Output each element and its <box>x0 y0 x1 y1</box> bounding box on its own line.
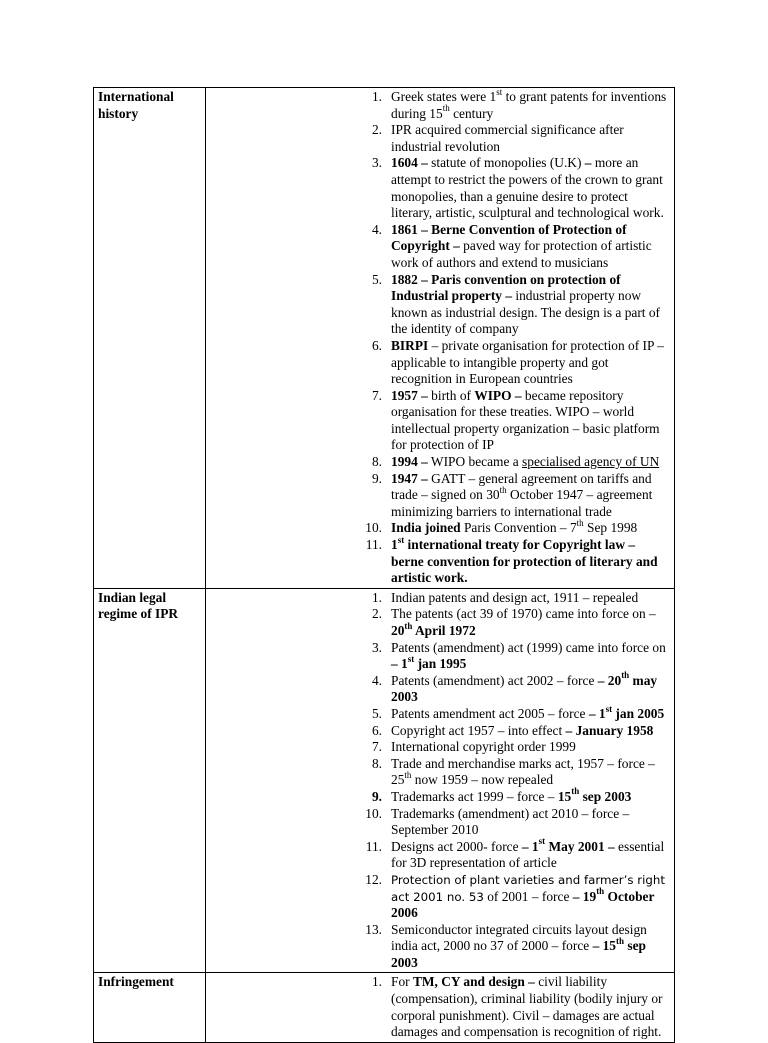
numbered-list <box>206 86 670 587</box>
list-item <box>206 670 670 706</box>
table-row <box>94 588 675 973</box>
list-item-number: 5. <box>371 271 382 287</box>
list-item <box>206 723 670 740</box>
list-item-text: Protection of plant varieties and farmer’s right act 2001 no. 53 of 2001 – force – 19th October 2006 <box>391 872 665 921</box>
table-body <box>94 88 675 1043</box>
list-item-text: 1st international treaty for Copyright law – berne convention for protection of literary and artistic work. <box>391 534 658 586</box>
list-item-number: 4. <box>371 221 382 237</box>
list-item-number: 1. <box>371 974 382 990</box>
list-item-number: 12. <box>365 871 382 887</box>
list-item-number: 6. <box>371 337 382 353</box>
list-item <box>206 806 670 839</box>
list-item-text: 1947 – GATT – general agreement on tariffs and trade – signed on 30th October 1947 – agreement minimizing barriers to international trade <box>391 470 653 519</box>
list-item <box>206 756 670 789</box>
list-item <box>206 606 670 639</box>
list-item-text: Greek states were 1st to grant patents for inventions during 15th century <box>391 86 667 121</box>
topic-cell: International history <box>94 88 206 589</box>
list-item-number: 11. <box>365 838 382 854</box>
list-item-number: 1. <box>371 589 382 605</box>
list-item-number: 3. <box>371 639 382 655</box>
list-item <box>206 454 670 471</box>
list-item-number: 1. <box>371 89 382 104</box>
list-item <box>206 786 670 806</box>
list-item-text: 1882 – Paris convention on protection of Industrial property – industrial property now known as industrial design. The design is a part of the identity of company <box>391 271 661 337</box>
list-item-number: 11. <box>365 537 382 553</box>
items-cell <box>206 588 675 973</box>
table-row <box>94 88 675 589</box>
list-item-text: IPR acquired commercial significance after industrial revolution <box>391 122 624 154</box>
list-item-text: Trade and merchandise marks act, 1957 – force – 25th now 1959 – now repealed <box>391 755 655 788</box>
list-item-number: 8. <box>371 454 382 470</box>
list-item-number: 2. <box>371 122 382 138</box>
list-item <box>206 222 670 272</box>
list-item-number: 7. <box>371 739 382 755</box>
list-item <box>206 640 670 673</box>
list-item-text: The patents (act 39 of 1970) came into force on – 20th April 1972 <box>391 606 656 638</box>
list-item-text: 1957 – birth of WIPO – became repository organisation for these treaties. WIPO – world intellectual property organization – basic platform for protection of IP <box>391 387 660 453</box>
items-cell <box>206 973 675 1042</box>
list-item-number: 10. <box>365 520 382 536</box>
list-item-number: 6. <box>371 722 382 738</box>
list-item <box>206 974 670 1040</box>
list-item <box>206 922 670 972</box>
ipr-notes-table <box>93 87 675 1043</box>
list-item <box>206 122 670 155</box>
list-item-number: 2. <box>371 606 382 622</box>
list-item-text: Copyright act 1957 – into effect – January 1958 <box>391 722 654 738</box>
list-item-number: 3. <box>371 155 382 171</box>
list-item-text: Designs act 2000- force – 1st May 2001 – essential for 3D representation of article <box>391 836 665 871</box>
list-item <box>206 836 670 872</box>
list-item-number: 10. <box>365 805 382 821</box>
list-item-text: Trademarks (amendment) act 2010 – force – September 2010 <box>391 805 630 838</box>
list-item-text: BIRPI – private organisation for protection of IP – applicable to intangible property and got recognition in European countries <box>391 337 664 387</box>
list-item <box>206 86 670 122</box>
list-item <box>206 272 670 338</box>
list-item <box>206 534 670 587</box>
list-item-number: 4. <box>371 672 382 688</box>
list-item-text: 1861 – Berne Convention of Protection of Copyright – paved way for protection of artistic work of authors and extend to musicians <box>391 221 652 270</box>
list-item <box>206 872 670 922</box>
list-item <box>206 471 670 521</box>
list-item <box>206 517 670 537</box>
list-item <box>206 703 670 723</box>
list-item-number: 9. <box>371 470 382 486</box>
list-item-text: Trademarks act 1999 – force – 15th sep 2003 <box>391 786 632 804</box>
list-item-text: Patents (amendment) act (1999) came into force on – 1st jan 1995 <box>391 639 666 672</box>
list-item-text: 1994 – WIPO became a specialised agency of UN <box>391 454 660 470</box>
topic-cell: Infringement <box>94 973 206 1042</box>
list-item-text: For TM, CY and design – civil liability (compensation), criminal liability (bodily injury or corporal punishment). Civil – damages are actual damages and compensation is recognition of right. <box>391 974 663 1040</box>
list-item-number: 8. <box>371 755 382 771</box>
topic-cell: Indian legal regime of IPR <box>94 588 206 973</box>
list-item-number: 13. <box>365 921 382 937</box>
list-item-text: India joined Paris Convention – 7th Sep 1998 <box>391 517 638 536</box>
list-item-number: 9. <box>371 788 382 804</box>
list-item <box>206 590 670 607</box>
list-item-text: Semiconductor integrated circuits layout design india act, 2000 no 37 of 2000 – force – 15th sep 2003 <box>391 921 647 970</box>
list-item-number: 7. <box>371 387 382 403</box>
numbered-list <box>206 974 670 1040</box>
table-row <box>94 973 675 1042</box>
list-item-text: Patents amendment act 2005 – force – 1st jan 2005 <box>391 703 665 721</box>
list-item-text: Patents (amendment) act 2002 – force – 20th may 2003 <box>391 670 658 705</box>
list-item-text: International copyright order 1999 <box>391 739 576 755</box>
numbered-list <box>206 590 670 972</box>
list-item <box>206 155 670 221</box>
list-item <box>206 388 670 454</box>
list-item <box>206 739 670 756</box>
list-item-text: Indian patents and design act, 1911 – repealed <box>391 589 639 605</box>
list-item <box>206 338 670 388</box>
list-item-number: 5. <box>371 705 382 721</box>
list-item-text: 1604 – statute of monopolies (U.K) – more an attempt to restrict the powers of the crown to grant monopolies, than a genuine desire to protect literary, artistic, sculptural and technological work. <box>391 155 664 221</box>
items-cell <box>206 88 675 589</box>
